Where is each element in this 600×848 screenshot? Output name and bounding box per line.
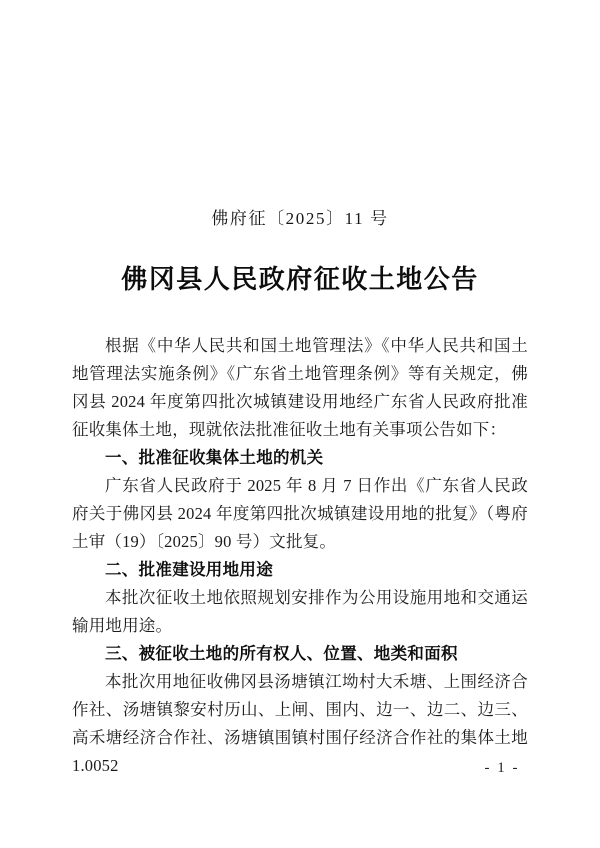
paragraph-section-three: 本批次用地征收佛冈县汤塘镇江坳村大禾塘、上围经济合作社、汤塘镇黎安村历山、上闸、围内、边一、边二、边三、高禾塘经济合作社、汤塘镇围镇村围仔经济合作社的集体土地1.0052 [72,672,528,775]
document-body [72,332,528,780]
paragraph-intro: 根据《中华人民共和国土地管理法》《中华人民共和国土地管理法实施条例》《广东省土地管理条例》等有关规定，佛冈县 2024 年度第四批次城镇建设用地经广东省人民政府批准征收集体土地，现就依法批准征收土地有关事项公告如下： [72,336,528,439]
page-footer [0,760,600,777]
section-heading-three: 三、被征收土地的所有权人、位置、地类和面积 [105,644,458,663]
document-number: 佛府征〔2025〕11 号 [211,209,389,228]
section-heading-one: 一、批准征收集体土地的机关 [105,448,324,467]
paragraph-section-one: 广东省人民政府于 2025 年 8 月 7 日作出《广东省人民政府关于佛冈县 2024 年度第四批次城镇建设用地的批复》（粤府土审（19）〔2025〕90 号）文批复。 [72,476,528,551]
section-heading-two: 二、批准建设用地用途 [105,560,273,579]
paragraph-section-two: 本批次征收土地依照规划安排作为公用设施用地和交通运输用地用途。 [72,588,528,635]
page-title: 佛冈县人民政府征收土地公告 [121,265,479,295]
page-number-label: - 1 - [484,760,520,776]
